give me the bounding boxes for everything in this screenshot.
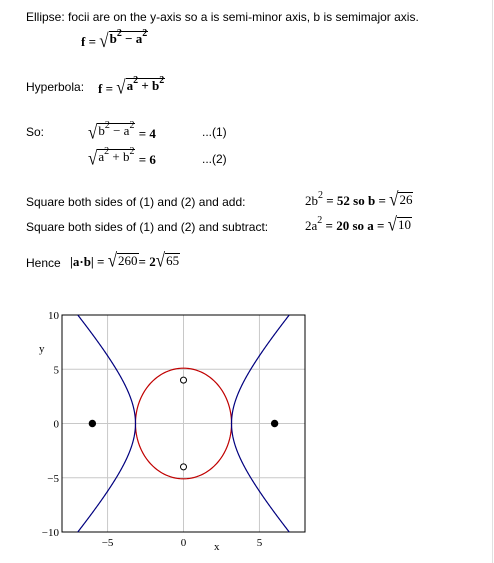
ellipse-focus-bottom-marker [181,464,187,470]
ellipse-radicand-b: b [109,31,117,46]
y-tick-label: −10 [41,527,59,539]
a-root-value: 10 [398,217,411,232]
hyperbola-exp2: 2 [159,75,165,86]
eq2-exp2: 2 [129,146,135,157]
add-exp: 2 [318,190,323,201]
eq1-op: − a [109,123,130,138]
hyperbola-formula-lhs: f = [98,81,113,96]
x-axis-label: x [214,541,220,553]
b-root-value: 26 [399,192,413,207]
equation-2-tag: ...(2) [202,152,227,166]
sqrt-sign: √ [88,121,98,144]
y-tick-label: −5 [47,472,59,485]
hyperbola-label: Hyperbola: [26,80,85,94]
eq1-exp2: 2 [129,120,135,131]
hyperbola-radicand-a: a [126,78,134,93]
square-add-text: Square both sides of (1) and (2) and add: [26,195,246,209]
plot-tick-labels [42,310,263,549]
sub-exp: 2 [317,215,323,226]
hence-root1: 260 [118,253,138,268]
hyperbola-plus-b: + b [138,78,160,93]
sqrt-sign: √ [116,76,126,99]
sub-rhs: = 20 so a = [322,218,385,233]
y-tick-label: 5 [53,364,59,377]
hyperbola-exp1: 2 [133,75,139,86]
sqrt-sign: √ [387,213,397,236]
eq1-rhs: = 4 [138,126,156,141]
eq1-exp1: 2 [104,120,110,131]
so-label: So: [26,125,45,139]
eq1-radicand-b: b [98,123,105,138]
sqrt-sign: √ [389,188,399,211]
sqrt-sign: √ [107,249,118,272]
hence-label: Hence [26,256,61,270]
add-coef: 2b [305,193,318,208]
plot-grid [62,315,305,532]
square-sub-text: Square both sides of (1) and (2) and subtract: [26,220,269,234]
eq2-op: + b [109,149,130,164]
hyperbola-focus-left-marker [89,420,95,426]
sqrt-sign: √ [155,249,166,272]
eq2-exp1: 2 [104,146,110,157]
y-tick-label: 0 [53,418,59,431]
hyperbola-focus-right-marker [271,420,277,426]
y-tick-label: 10 [48,310,59,322]
ellipse-formula-lhs: f = [81,34,96,49]
ellipse-minus-a: − a [121,31,143,46]
y-axis-label: y [39,343,45,355]
hence-equals: = 2 [138,254,156,269]
ellipse-exp2: 2 [142,28,148,39]
hence-ab: |a·b| = [70,254,105,269]
ellipse-description: Ellipse: focii are on the y-axis so a is semi-minor axis, b is semimajor axis. [26,10,419,24]
eq2-radicand-a: a [98,149,105,164]
ellipse-focus-top-marker [181,377,187,383]
sqrt-sign: √ [99,29,109,52]
eq2-rhs: = 6 [138,152,156,167]
x-tick-label: 5 [256,537,263,549]
ellipse-exp1: 2 [116,28,122,39]
sub-coef: 2a [305,218,318,233]
equation-1-tag: ...(1) [202,125,227,139]
add-rhs: = 52 so b = [323,193,386,208]
x-tick-label: −5 [101,537,114,549]
x-tick-label: 0 [180,537,187,549]
hence-root2: 65 [166,253,180,268]
sqrt-sign: √ [88,147,98,170]
